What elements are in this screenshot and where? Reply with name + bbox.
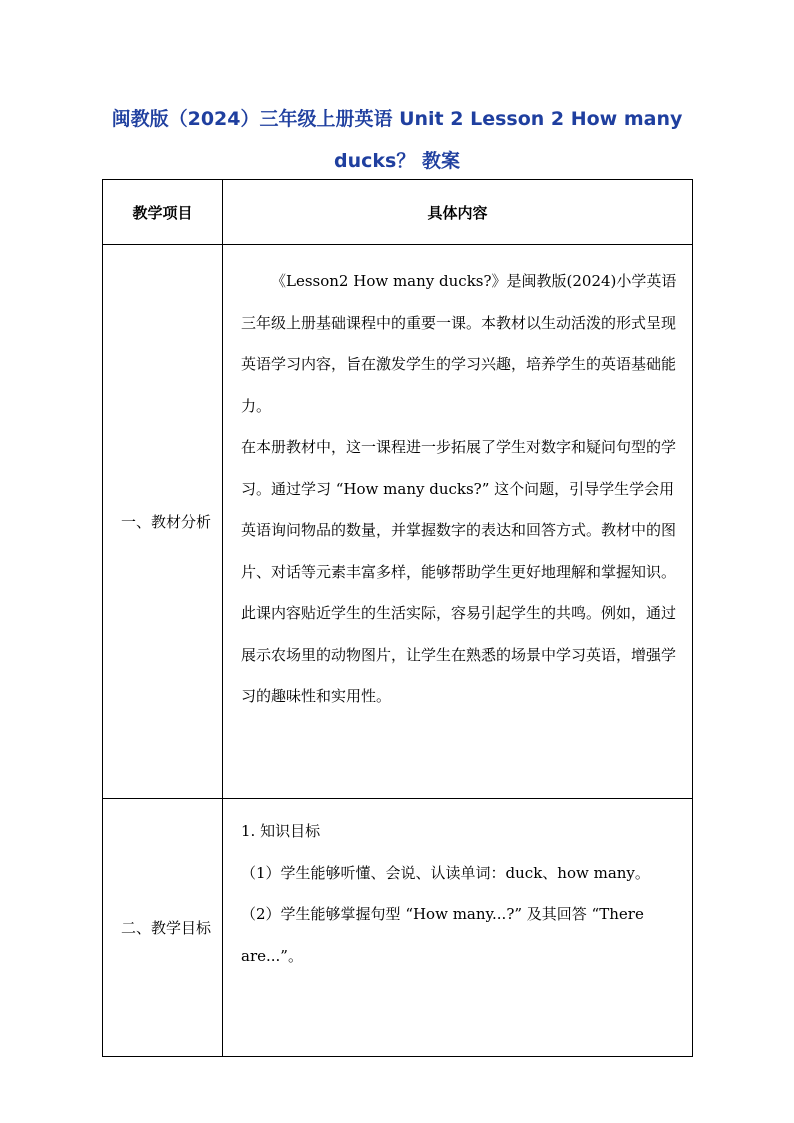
goals-item-1: （1）学生能够听懂、会说、认读单词：duck、how many。 [241, 863, 650, 882]
goals-heading-knowledge: 1. 知识目标 [241, 822, 321, 840]
table-row [103, 799, 693, 1057]
row-content-textbook-analysis [223, 245, 693, 799]
row-label-teaching-goals: 二、教学目标 [103, 799, 223, 1057]
goals-item-2: （2）学生能够掌握句型 “How many...?” 及其回答 “There are...”。 [241, 905, 644, 965]
analysis-paragraph-2: 在本册教材中，这一课程进一步拓展了学生对数字和疑问句型的学习。通过学习 “How many ducks?” 这个问题，引导学生学会用英语询问物品的数量，并掌握数字的表达和回答方式。教材中的图片、对话等元素丰富多样，能够帮助学生更好地理解和掌握知识。此课内容贴近学生的生活实际，容易引起学生的共鸣。例如，通过展示农场里的动物图片，让学生在熟悉的场景中学习英语，增强学习的趣味性和实用性。 [241, 438, 677, 705]
table-row [103, 245, 693, 799]
lesson-plan-table [102, 179, 693, 1057]
document-title: 闽教版（2024）三年级上册英语 Unit 2 Lesson 2 How many ducks？ 教案 [111, 108, 683, 172]
analysis-paragraph-1: 《Lesson2 How many ducks?》是闽教版(2024)小学英语三年级上册基础课程中的重要一课。本教材以生动活泼的形式呈现英语学习内容，旨在激发学生的学习兴趣，培养学生的英语基础能力。 [241, 272, 677, 415]
header-teaching-item: 教学项目 [103, 180, 223, 245]
header-specific-content: 具体内容 [223, 180, 693, 245]
table-header-row [103, 180, 693, 245]
row-label-textbook-analysis: 一、教材分析 [103, 245, 223, 799]
row-content-teaching-goals [223, 799, 693, 1057]
